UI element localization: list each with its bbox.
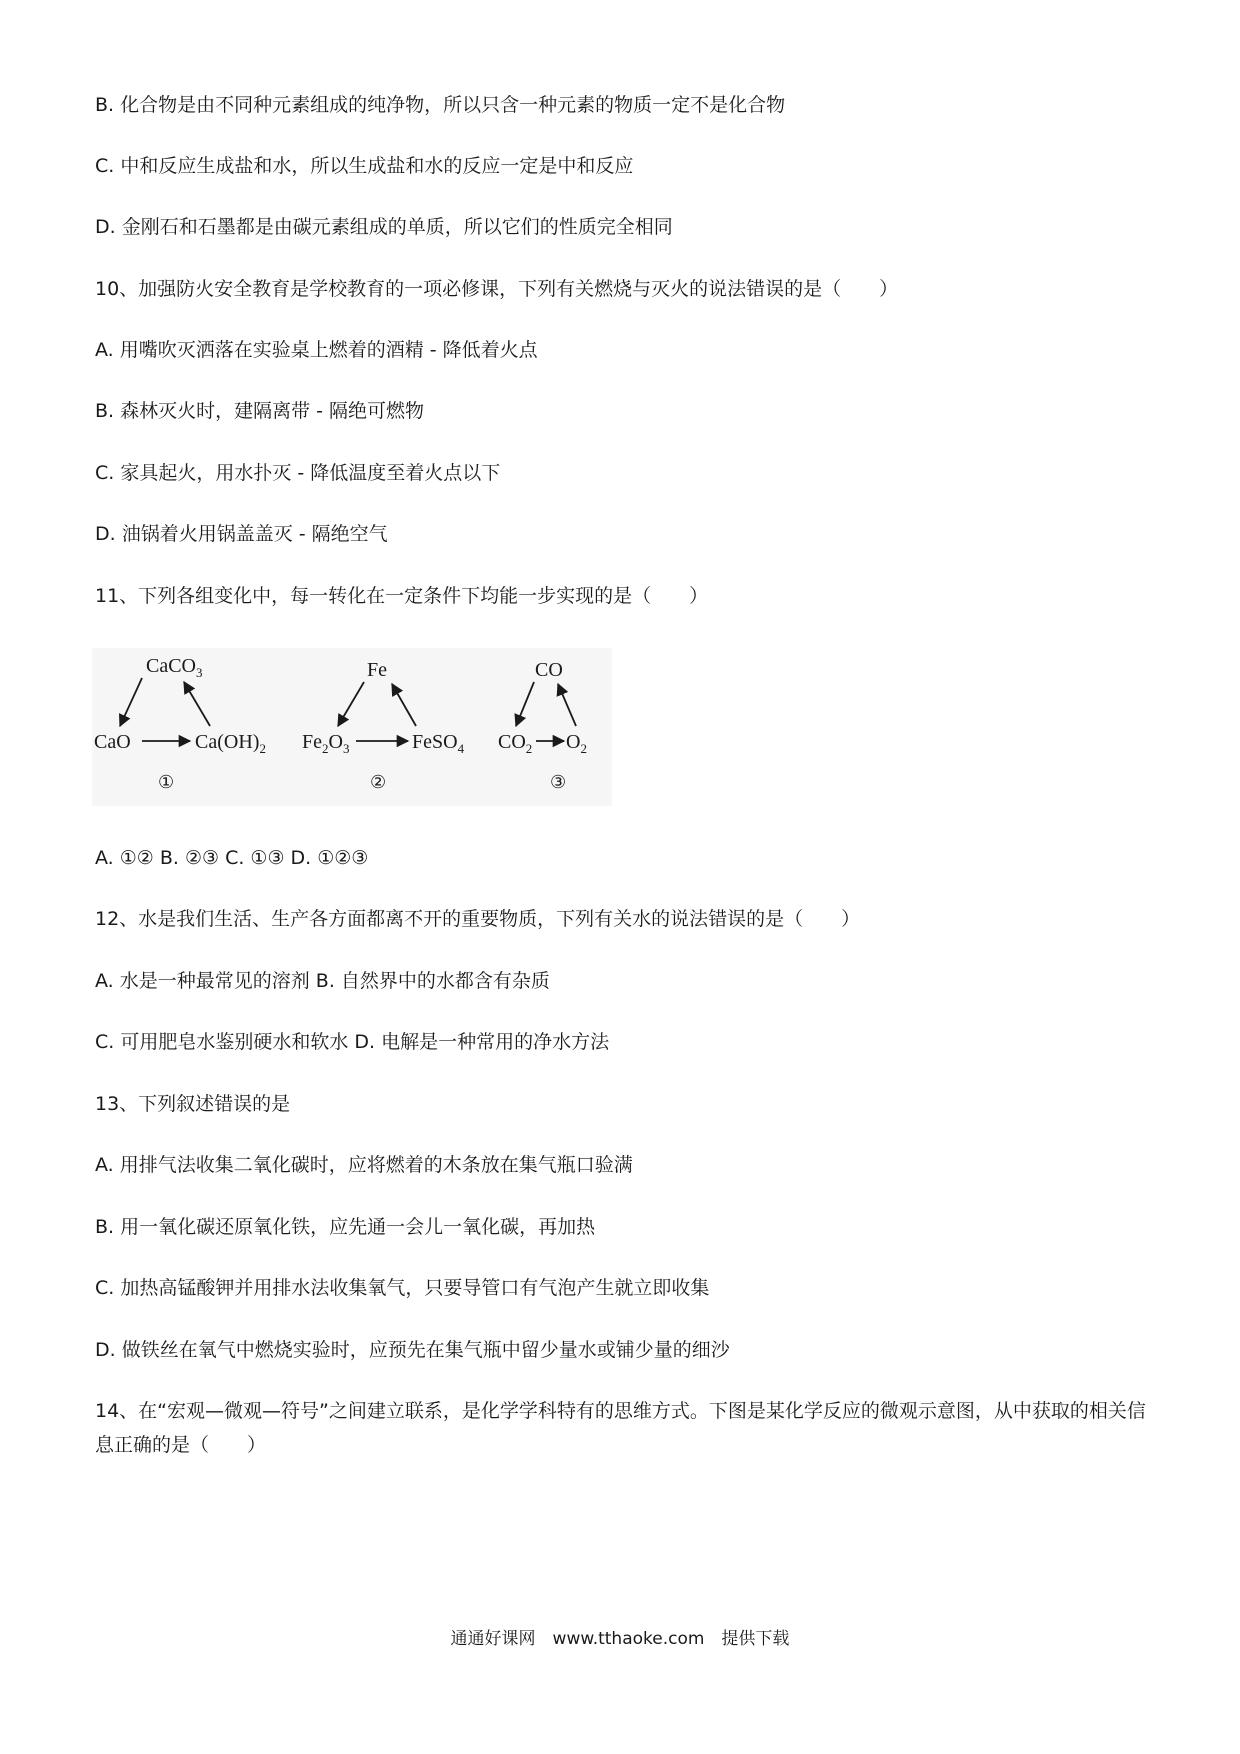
diagram-group-1	[94, 655, 266, 793]
g2-left-label: $Fe_2O_3$	[302, 731, 350, 756]
options-11: A. ①② B. ②③ C. ①③ D. ①②③	[95, 847, 369, 869]
page-footer: 通通好课网 www.tthaoke.com 提供下载	[450, 1629, 790, 1649]
g3-top-label: CO	[535, 659, 563, 681]
g1-left-label: CaO	[94, 731, 131, 753]
option-10c: C. 家具起火，用水扑灭 - 降低温度至着火点以下	[95, 462, 501, 484]
option-13d: D. 做铁丝在氧气中燃烧实验时，应预先在集气瓶中留少量水或铺少量的细沙	[95, 1339, 730, 1361]
question-13: 13、下列叙述错误的是	[95, 1093, 291, 1115]
g2-top-label: Fe	[367, 659, 387, 681]
g3-arrow-right-top	[558, 684, 576, 726]
g3-left-label: $CO_2$	[498, 731, 533, 756]
options-12ab: A. 水是一种最常见的溶剂 B. 自然界中的水都含有杂质	[95, 970, 550, 992]
question-12: 12、水是我们生活、生产各方面都离不开的重要物质，下列有关水的说法错误的是（ ）	[95, 908, 861, 930]
question-14: 14、在“宏观—微观—符号”之间建立联系，是化学学科特有的思维方式。下图是某化学反应的微观示意图，从中获取的相关信息正确的是（ ）	[95, 1400, 1146, 1456]
option-9c: C. 中和反应生成盐和水，所以生成盐和水的反应一定是中和反应	[95, 155, 634, 177]
option-9d: D. 金刚石和石墨都是由碳元素组成的单质，所以它们的性质完全相同	[95, 216, 673, 238]
diagram-group-3	[498, 659, 587, 793]
g2-arrow-top-left	[338, 682, 364, 726]
option-13a: A. 用排气法收集二氧化碳时，应将燃着的木条放在集气瓶口验满	[95, 1154, 633, 1176]
conversion-diagram	[92, 648, 612, 806]
g1-number: ①	[158, 772, 175, 793]
g2-arrow-right-top	[392, 684, 416, 726]
question-10: 10、加强防火安全教育是学校教育的一项必修课，下列有关燃烧与灭火的说法错误的是（ ）	[95, 278, 899, 300]
g2-number: ②	[370, 772, 387, 793]
g3-number: ③	[550, 772, 567, 793]
option-13c: C. 加热高锰酸钾并用排水法收集氧气，只要导管口有气泡产生就立即收集	[95, 1277, 710, 1299]
g3-right-label: $O_2$	[566, 731, 587, 756]
g1-right-label: $Ca(OH)_2$	[195, 731, 266, 756]
option-9b: B. 化合物是由不同种元素组成的纯净物，所以只含一种元素的物质一定不是化合物	[95, 94, 786, 116]
g1-arrow-top-left	[120, 678, 142, 726]
g2-right-label: FeSO$_4$	[412, 731, 465, 756]
g3-arrow-top-left	[516, 682, 534, 726]
options-12cd: C. 可用肥皂水鉴别硬水和软水 D. 电解是一种常用的净水方法	[95, 1031, 610, 1053]
option-13b: B. 用一氧化碳还原氧化铁，应先通一会儿一氧化碳，再加热	[95, 1216, 596, 1238]
diagram-group-2	[302, 659, 465, 793]
option-10a: A. 用嘴吹灭洒落在实验桌上燃着的酒精 - 降低着火点	[95, 339, 538, 361]
option-10b: B. 森林灭火时，建隔离带 - 隔绝可燃物	[95, 400, 425, 422]
g1-arrow-right-top	[184, 682, 210, 726]
question-11: 11、下列各组变化中，每一转化在一定条件下均能一步实现的是（ ）	[95, 585, 709, 607]
option-10d: D. 油锅着火用锅盖盖灭 - 隔绝空气	[95, 523, 388, 545]
g1-top-label: CaCO$_3$	[146, 655, 203, 680]
